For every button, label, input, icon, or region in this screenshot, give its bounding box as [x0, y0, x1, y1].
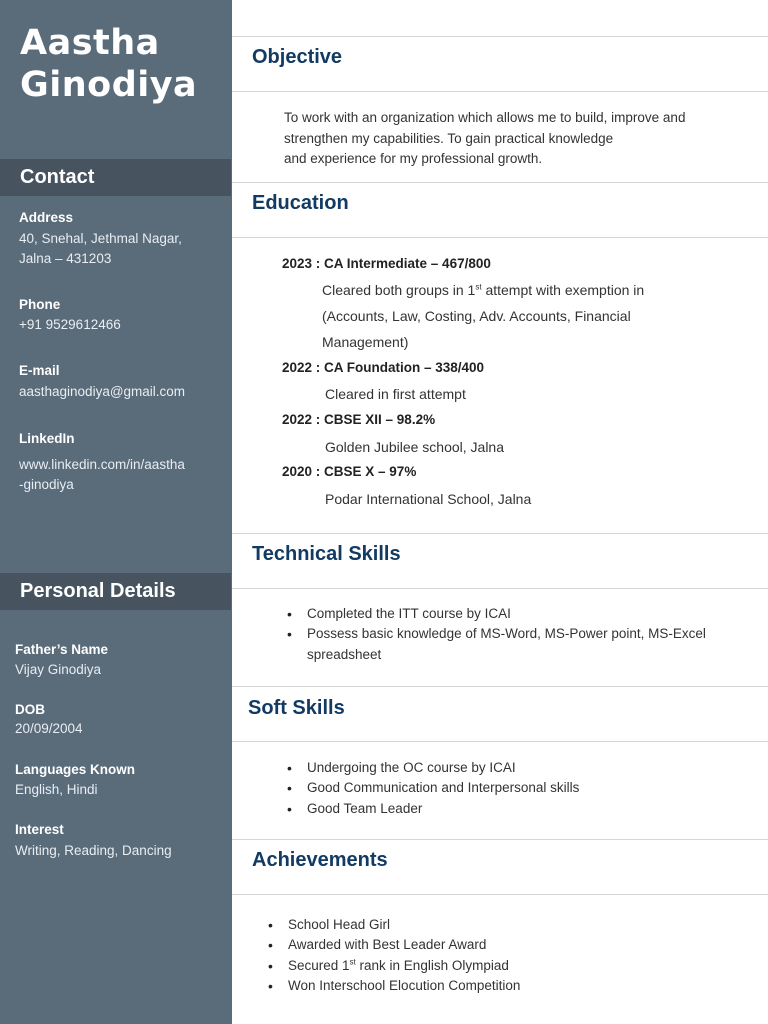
linkedin-line-2: -ginodiya	[19, 477, 74, 492]
education-title: Education	[252, 192, 349, 214]
edu-x-title: 2020 : CBSE X – 97%	[282, 464, 417, 479]
dob-label: DOB	[15, 702, 45, 717]
edu-text: Cleared both groups in 1	[322, 282, 476, 298]
name-line-2: Ginodiya	[20, 65, 198, 105]
email-value[interactable]: aasthaginodiya@gmail.com	[19, 384, 186, 399]
list-item: • School Head Girl	[264, 915, 744, 935]
dob-value: 20/09/2004	[15, 721, 83, 736]
address-label: Address	[19, 210, 74, 225]
divider	[232, 91, 768, 92]
address-line-1: 40, Snehal, Jethmal Nagar,	[19, 231, 182, 246]
edu-ca-intermediate-line-3: Management)	[322, 334, 409, 350]
objective-line-3: and experience for my professional growth.	[284, 151, 543, 166]
list-item-text: rank in English Olympiad	[355, 957, 509, 973]
divider	[232, 686, 768, 687]
linkedin-label: LinkedIn	[19, 431, 75, 446]
sidebar	[0, 0, 232, 1024]
edu-xii-line-1: Golden Jubilee school, Jalna	[325, 439, 505, 455]
edu-text: attempt with exemption in	[481, 282, 645, 298]
personal-details-header: Personal Details	[0, 573, 231, 610]
edu-ca-foundation-line-1: Cleared in first attempt	[325, 386, 466, 402]
list-item: • Good Team Leader	[283, 799, 753, 819]
list-item	[264, 956, 744, 976]
divider	[232, 36, 768, 37]
objective-line-1: To work with an organization which allows me to build, improve and	[284, 110, 686, 125]
address-value	[19, 229, 182, 269]
edu-superscript: st	[475, 282, 482, 292]
edu-ca-intermediate-line-2: (Accounts, Law, Costing, Adv. Accounts, Financial	[322, 308, 631, 324]
list-item-text: Secured 1	[288, 957, 350, 973]
objective-line-2: strengthen my capabilities. To gain practical knowledge	[284, 130, 614, 146]
father-label: Father’s Name	[15, 642, 109, 657]
edu-ca-intermediate-line-1	[322, 282, 644, 298]
divider	[232, 533, 768, 534]
phone-value: +91 9529612466	[19, 317, 121, 332]
technical-skills-list	[283, 604, 753, 665]
divider	[232, 588, 768, 589]
address-line-2: Jalna – 431203	[19, 251, 112, 266]
interest-label: Interest	[15, 822, 64, 837]
technical-skills-title: Technical Skills	[252, 543, 401, 565]
divider	[232, 182, 768, 183]
list-item	[283, 624, 753, 665]
list-item-superscript: st	[349, 957, 356, 967]
list-item: • Completed the ITT course by ICAI	[283, 604, 753, 624]
languages-label: Languages Known	[15, 762, 136, 777]
list-item-text: spreadsheet	[307, 646, 382, 662]
edu-xii-title: 2022 : CBSE XII – 98.2%	[282, 412, 436, 427]
father-value: Vijay Ginodiya	[15, 662, 102, 677]
objective-text	[284, 108, 685, 170]
linkedin-value[interactable]	[19, 455, 185, 495]
list-item-text: Possess basic knowledge of MS-Word, MS-Power point, MS-Excel	[307, 626, 706, 642]
email-label: E-mail	[19, 363, 60, 378]
linkedin-line-1: www.linkedin.com/in/aastha	[19, 457, 185, 472]
achievements-list	[264, 915, 744, 996]
objective-title: Objective	[252, 46, 343, 68]
edu-ca-intermediate-title: 2023 : CA Intermediate – 467/800	[282, 256, 491, 271]
divider	[232, 839, 768, 840]
list-item: • Undergoing the OC course by ICAI	[283, 758, 753, 778]
contact-header: Contact	[0, 159, 231, 196]
soft-skills-list	[283, 758, 753, 819]
list-item: • Won Interschool Elocution Competition	[264, 976, 744, 996]
languages-value: English, Hindi	[15, 782, 98, 797]
interest-value: Writing, Reading, Dancing	[15, 843, 172, 858]
list-item: • Awarded with Best Leader Award	[264, 935, 744, 955]
divider	[232, 894, 768, 895]
divider	[232, 741, 768, 742]
phone-label: Phone	[19, 297, 61, 312]
name-line-1: Aastha	[20, 23, 160, 63]
achievements-title: Achievements	[252, 849, 388, 871]
edu-x-line-1: Podar International School, Jalna	[325, 491, 532, 507]
candidate-name	[20, 22, 197, 106]
list-item: • Good Communication and Interpersonal skills	[283, 778, 753, 798]
edu-ca-foundation-title: 2022 : CA Foundation – 338/400	[282, 360, 485, 375]
divider	[232, 237, 768, 238]
soft-skills-title: Soft Skills	[248, 697, 345, 719]
